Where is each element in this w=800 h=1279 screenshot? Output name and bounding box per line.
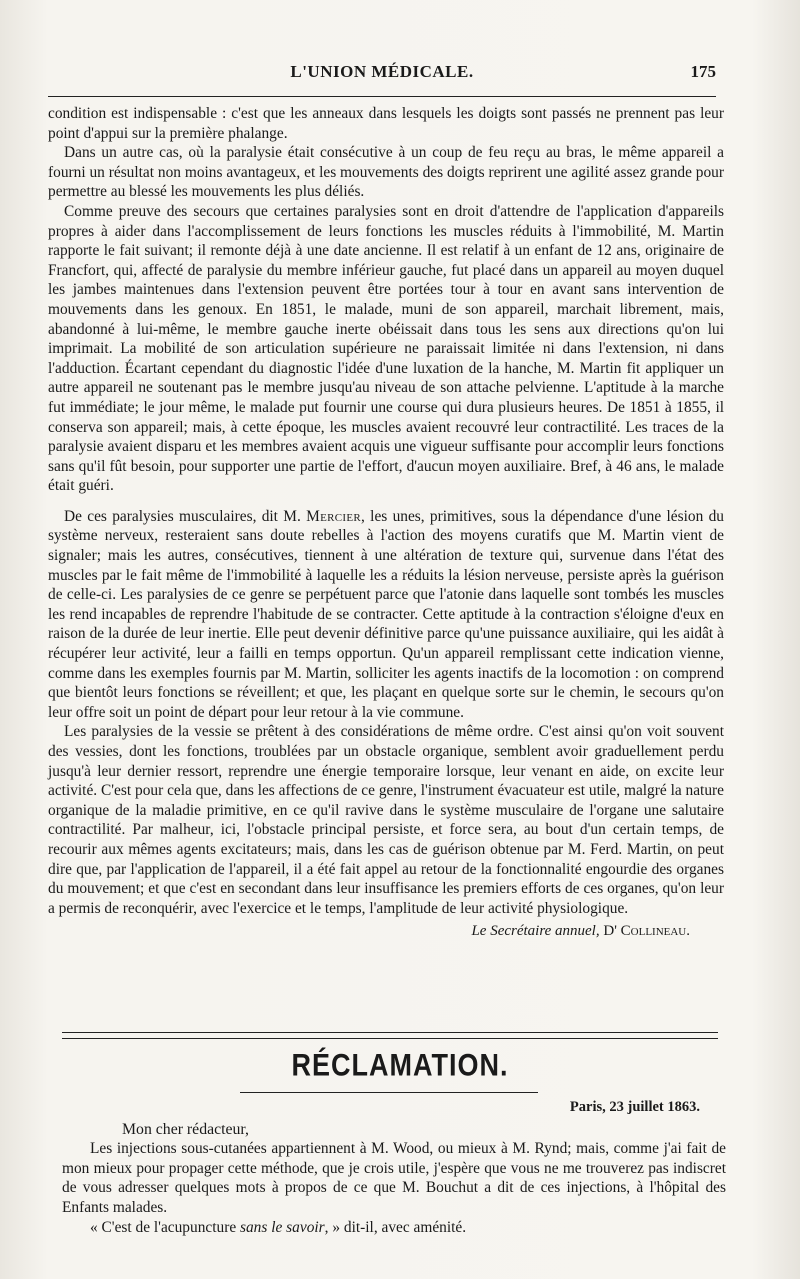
paragraph — [62, 1218, 726, 1238]
page-number: 175 — [690, 62, 716, 81]
signature — [48, 922, 724, 942]
signature-name: D' Collineau. — [603, 923, 690, 940]
page-header — [48, 58, 716, 88]
paragraph-text: , les unes, primitives, sous la dépendance d'une lésion du système nerveux, resteraient sans doute rebelles à l'action des moyens curatifs que M. Martin vient de signaler; mais les autres, consécutives, tiennent à une altération de texture qui, survenue dans l'état des muscles par le fait même de l'immobilité à laquelle les a réduits la lésion nerveuse, persiste après la guérison de celle-ci. Les paralysies de ce genre se perpétuent parce que l'atonie dans laquelle sont tombés les muscles les rend incapables de reprendre l'habitude de se contracter. Cette aptitude à la contraction s'éloigne d'eux en raison de la durée de leur inertie. Elle peut devenir définitive parce qu'une puissance auxiliaire, qui les aidât à récupérer leur activité, leur a failli en temps opportun. Qu'un appareil remplissant cette indication vienne, comme dans les exemples fournis par M. Martin, solliciter les agents inactifs de la locomotion : on comprend que bientôt leurs fonctions se réveillent; et que, les plaçant en quelque sorte sur le chemin, le secours qu'on leur offre soit un point de départ pour leur retour à la vie commune. — [48, 507, 724, 721]
letter-body — [62, 1098, 726, 1237]
paragraph: Les injections sous-cutanées appartiennent à M. Wood, ou mieux à M. Rynd; mais, comme j'ai fait de mon mieux pour propager cette méthode, que je crois utile, j'espère que vous ne me trouverez pas indiscret de vous adresser quelques mots à propos de ce que M. Bouchut a dit de ces injections, à l'hôpital des Enfants malades. — [62, 1140, 726, 1216]
running-title: L'UNION MÉDICALE. — [290, 62, 474, 81]
section-title: RÉCLAMATION. — [291, 1047, 509, 1083]
signature-role: Le Secrétaire annuel, — [471, 923, 600, 940]
article-body — [48, 104, 724, 942]
title-rule — [240, 1092, 538, 1093]
paragraph-text: De ces paralysies musculaires, dit M. — [64, 507, 307, 525]
paragraph: Les paralysies de la vessie se prêtent à des considérations de même ordre. C'est ainsi qu'on voit souvent des vessies, dont les fonctions, troublées par un obstacle organique, semblent avoir graduellement perdu jusqu'à leur dernier ressort, reprendre une énergie temporaire lorsque, leur venant en aide, on excite leur activité. C'est pour cela que, dans les affections de ce genre, l'instrument évacuateur est utile, malgré la nature organique de la maladie primitive, en ce qu'il ravive dans le système musculaire de l'organe une salutaire contractilité. Par malheur, ici, l'obstacle principal persiste, et force sera, au bout d'un certain temps, de recourir aux mêmes agents excitateurs; mais, dans les cas de guérison obtenue par M. Ferd. Martin, on peut dire que, par l'application de l'appareil, il a été fait appel au retour de la fonctionnalité engourdie des organes du mouvement; et que c'est en secondant dans leur insuffisance les premiers efforts de ces organes, qu'on leur a permis de reconquérir, avec l'exercice et le temps, l'amplitude de leur activité physiologique. — [48, 723, 724, 917]
section-divider — [62, 1032, 718, 1039]
dateline: Paris, 23 juillet 1863. — [569, 1099, 700, 1115]
header-rule — [48, 96, 716, 97]
paragraph: Comme preuve des secours que certaines paralysies sont en droit d'attendre de l'application d'appareils propres à aider dans l'accomplissement de leurs fonctions les muscles réduits à l'immobilité, M. Martin rapporte le fait suivant; il remonte déjà à une date ancienne. Il est relatif à un enfant de 12 ans, originaire de Francfort, qui, affecté de paralysie du membre inférieur gauche, fut placé dans un appareil au moyen duquel les jambes maintenues dans l'extension peuvent être portées tour à tour en avant sans intervention de mouvements dans les genoux. En 1851, le malade, muni de son appareil, marchait librement, mais, abandonné à lui-même, le membre gauche inerte obéissait dans tous les sens aux directions qu'on lui imprimait. La mobilité de son articulation supérieure ne paraissait limitée ni dans l'extension, ni dans l'adduction. Écartant cependant du diagnostic l'idée d'une luxation de la hanche, M. Martin fit appliquer un autre appareil ne soutenant pas le membre jusqu'au niveau de son attache pelvienne. L'aptitude à la marche fut immédiate; le jour même, le malade put fournir une course qui dura plusieurs heures. De 1851 à 1855, il conserva son appareil; mais, à cette époque, les muscles avaient recouvré leur contractilité. Les traces de la paralysie avaient disparu et les membres avaient acquis une vigueur suffisante pour accomplir leurs fonctions sans qu'il fût besoin, pour supporter une partie de l'effort, d'aucun moyen auxiliaire. Bref, à 46 ans, le malade était guéri. — [48, 202, 724, 495]
paragraph — [48, 507, 724, 723]
author-name: Mercier — [306, 507, 362, 525]
salutation: Mon cher rédacteur, — [122, 1120, 249, 1138]
italic-phrase: sans le savoir — [240, 1218, 325, 1236]
paragraph-text: « C'est de l'acupuncture — [90, 1218, 240, 1236]
paragraph-text: , » dit-il, avec aménité. — [324, 1218, 467, 1236]
paragraph: Dans un autre cas, où la paralysie était consécutive à un coup de feu reçu au bras, le même appareil a fourni un résultat non moins avantageux, et les mouvements des doigts reprirent une agilité assez grande pour permettre au blessé les mouvements les plus déliés. — [48, 144, 724, 201]
paragraph: condition est indispensable : c'est que les anneaux dans lesquels les doigts sont passés ne prennent pas leur point d'appui sur la première phalange. — [48, 105, 724, 142]
